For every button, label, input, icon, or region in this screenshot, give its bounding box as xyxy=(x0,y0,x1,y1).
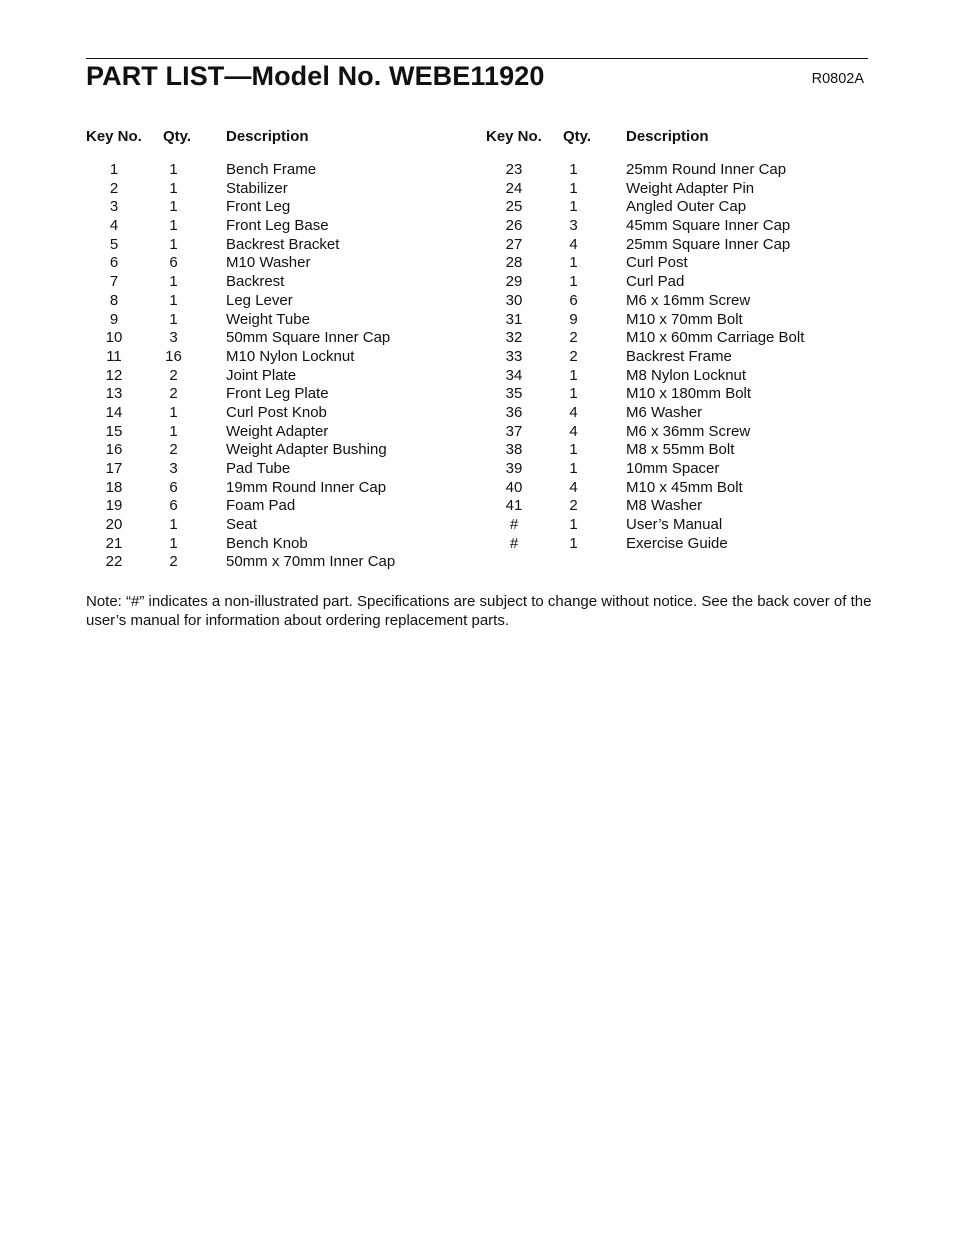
description-cell: Front Leg Plate xyxy=(226,385,329,403)
description-cell: 50mm Square Inner Cap xyxy=(226,329,391,347)
key-cell: 33 xyxy=(505,347,523,365)
qty-cell: 6 xyxy=(169,254,178,272)
key-cell: # xyxy=(509,516,519,534)
description-cell: Curl Post xyxy=(626,254,688,272)
key-cell: 40 xyxy=(505,478,523,496)
key-cell: 15 xyxy=(105,422,123,440)
description-header: Description xyxy=(226,128,309,145)
description-cell: 50mm x 70mm Inner Cap xyxy=(226,553,396,571)
description-header: Description xyxy=(626,128,709,145)
description-cell: M8 Nylon Locknut xyxy=(626,366,747,384)
qty-cell: 3 xyxy=(169,460,178,477)
qty-cell: 1 xyxy=(569,198,578,216)
qty-cell: 1 xyxy=(169,422,178,440)
description-cell: Weight Adapter xyxy=(226,422,329,440)
qty-cell: 4 xyxy=(569,422,578,440)
description-cell: M10 x 45mm Bolt xyxy=(626,478,743,496)
key-cell: 23 xyxy=(505,161,523,178)
key-cell: 36 xyxy=(505,403,523,421)
description-cell: M6 Washer xyxy=(626,403,703,421)
qty-cell: 4 xyxy=(569,235,578,253)
key-cell: 20 xyxy=(105,516,123,534)
description-cell: Curl Post Knob xyxy=(226,403,327,421)
key-cell: 24 xyxy=(505,179,523,197)
qty-cell: 16 xyxy=(165,347,182,365)
key-cell: 41 xyxy=(505,497,523,515)
description-cell: Front Leg Base xyxy=(226,217,329,235)
key-cell: 18 xyxy=(105,478,123,496)
description-cell: Exercise Guide xyxy=(626,534,728,552)
qty-cell: 1 xyxy=(569,366,578,384)
qty-cell: 1 xyxy=(169,403,178,421)
qty-cell: 1 xyxy=(169,179,178,197)
qty-cell: 1 xyxy=(569,460,578,477)
key-cell: 26 xyxy=(505,217,523,235)
key-cell: 34 xyxy=(505,366,523,384)
key-cell: 6 xyxy=(109,254,119,272)
qty-cell: 1 xyxy=(169,534,178,552)
footnote: Note: “#” indicates a non-illustrated part. Specifications are subject to change without notice. See the back cover of the user’s manual for information about ordering replacement parts. xyxy=(86,593,872,629)
key-cell: 11 xyxy=(106,347,122,365)
description-cell: M10 x 180mm Bolt xyxy=(626,385,752,403)
key-cell: 30 xyxy=(505,291,523,309)
description-cell: M10 x 70mm Bolt xyxy=(626,310,743,328)
qty-cell: 6 xyxy=(569,291,578,309)
key-cell: 28 xyxy=(505,254,523,272)
qty-cell: 1 xyxy=(569,161,578,178)
description-cell: Backrest Bracket xyxy=(226,235,340,253)
description-cell: Stabilizer xyxy=(226,179,288,197)
key-cell: 25 xyxy=(505,198,523,216)
key-cell: 4 xyxy=(109,217,119,235)
document-code: R0802A xyxy=(811,71,864,87)
qty-cell: 1 xyxy=(569,254,578,272)
key-cell: 8 xyxy=(109,291,119,309)
description-cell: Weight Adapter Bushing xyxy=(226,441,387,459)
description-cell: Bench Knob xyxy=(226,534,308,552)
qty-cell: 1 xyxy=(169,198,178,216)
description-cell: Joint Plate xyxy=(226,366,297,384)
key-cell: 10 xyxy=(105,329,123,347)
description-cell: M6 x 36mm Screw xyxy=(626,422,751,440)
qty-cell: 1 xyxy=(569,534,578,552)
qty-cell: 1 xyxy=(169,516,178,534)
key-cell: 39 xyxy=(505,460,523,477)
qty-cell: 2 xyxy=(569,497,578,515)
description-cell: Seat xyxy=(226,516,257,534)
description-cell: M6 x 16mm Screw xyxy=(626,291,751,309)
description-cell: Curl Pad xyxy=(626,273,685,291)
qty-cell: 1 xyxy=(569,385,578,403)
qty-cell: 6 xyxy=(169,497,178,515)
key-cell: 17 xyxy=(105,460,123,477)
qty-cell: 9 xyxy=(569,310,578,328)
qty-cell: 2 xyxy=(169,441,178,459)
qty-cell: 6 xyxy=(169,478,178,496)
key-header: Key No. xyxy=(86,128,142,145)
qty-cell: 1 xyxy=(169,310,178,328)
qty-cell: 2 xyxy=(569,329,578,347)
key-cell: 27 xyxy=(505,235,523,253)
key-cell: 37 xyxy=(505,422,523,440)
qty-cell: 1 xyxy=(169,217,178,235)
key-cell: 19 xyxy=(105,497,123,515)
qty-cell: 4 xyxy=(569,478,578,496)
description-cell: 19mm Round Inner Cap xyxy=(226,478,387,496)
description-cell: Front Leg xyxy=(226,198,291,216)
qty-cell: 1 xyxy=(569,179,578,197)
key-header: Key No. xyxy=(486,128,542,145)
qty-cell: 1 xyxy=(569,516,578,534)
description-cell: Backrest Frame xyxy=(626,347,732,365)
key-cell: 12 xyxy=(105,366,123,384)
qty-cell: 1 xyxy=(569,441,578,459)
key-cell: 35 xyxy=(505,385,523,403)
key-cell: 14 xyxy=(105,403,123,421)
description-cell: Weight Adapter Pin xyxy=(626,179,755,197)
qty-cell: 2 xyxy=(169,385,178,403)
key-cell: 22 xyxy=(105,553,123,571)
qty-cell: 2 xyxy=(169,366,178,384)
qty-cell: 1 xyxy=(169,273,178,291)
description-cell: M8 Washer xyxy=(626,497,703,515)
key-cell: 5 xyxy=(109,235,119,253)
key-cell: 1 xyxy=(109,161,119,178)
key-cell: 13 xyxy=(105,385,123,403)
description-cell: Foam Pad xyxy=(226,497,296,515)
description-cell: M8 x 55mm Bolt xyxy=(626,441,735,459)
description-cell: 45mm Square Inner Cap xyxy=(626,217,791,235)
key-cell: 2 xyxy=(109,179,119,197)
key-cell: 7 xyxy=(109,273,119,291)
description-cell: 25mm Round Inner Cap xyxy=(626,161,787,178)
qty-cell: 1 xyxy=(169,235,178,253)
key-cell: 31 xyxy=(505,310,523,328)
qty-cell: 1 xyxy=(169,161,178,178)
qty-cell: 1 xyxy=(569,273,578,291)
description-cell: M10 Washer xyxy=(226,254,311,272)
description-cell: 25mm Square Inner Cap xyxy=(626,235,791,253)
description-cell: Weight Tube xyxy=(226,310,310,328)
qty-header: Qty. xyxy=(563,128,592,145)
qty-cell: 4 xyxy=(569,403,578,421)
key-cell: 21 xyxy=(105,534,123,552)
key-cell: 9 xyxy=(109,310,119,328)
description-cell: User’s Manual xyxy=(626,516,723,534)
key-cell: # xyxy=(509,534,519,552)
description-cell: Angled Outer Cap xyxy=(626,198,747,216)
description-cell: Leg Lever xyxy=(226,291,293,309)
key-cell: 3 xyxy=(109,198,119,216)
description-cell: M10 x 60mm Carriage Bolt xyxy=(626,329,805,347)
qty-cell: 2 xyxy=(569,347,578,365)
page-title: PART LIST—Model No. WEBE11920 xyxy=(86,61,545,91)
key-cell: 29 xyxy=(505,273,523,291)
key-cell: 32 xyxy=(505,329,523,347)
qty-cell: 3 xyxy=(569,217,578,235)
qty-cell: 2 xyxy=(169,553,178,571)
description-cell: Pad Tube xyxy=(226,460,291,477)
description-cell: Bench Frame xyxy=(226,161,317,178)
qty-cell: 3 xyxy=(169,329,178,347)
qty-cell: 1 xyxy=(169,291,178,309)
description-cell: Backrest xyxy=(226,273,285,291)
description-cell: 10mm Spacer xyxy=(626,460,720,477)
key-cell: 38 xyxy=(505,441,523,459)
description-cell: M10 Nylon Locknut xyxy=(226,347,355,365)
qty-header: Qty. xyxy=(163,128,192,145)
key-cell: 16 xyxy=(105,441,123,459)
